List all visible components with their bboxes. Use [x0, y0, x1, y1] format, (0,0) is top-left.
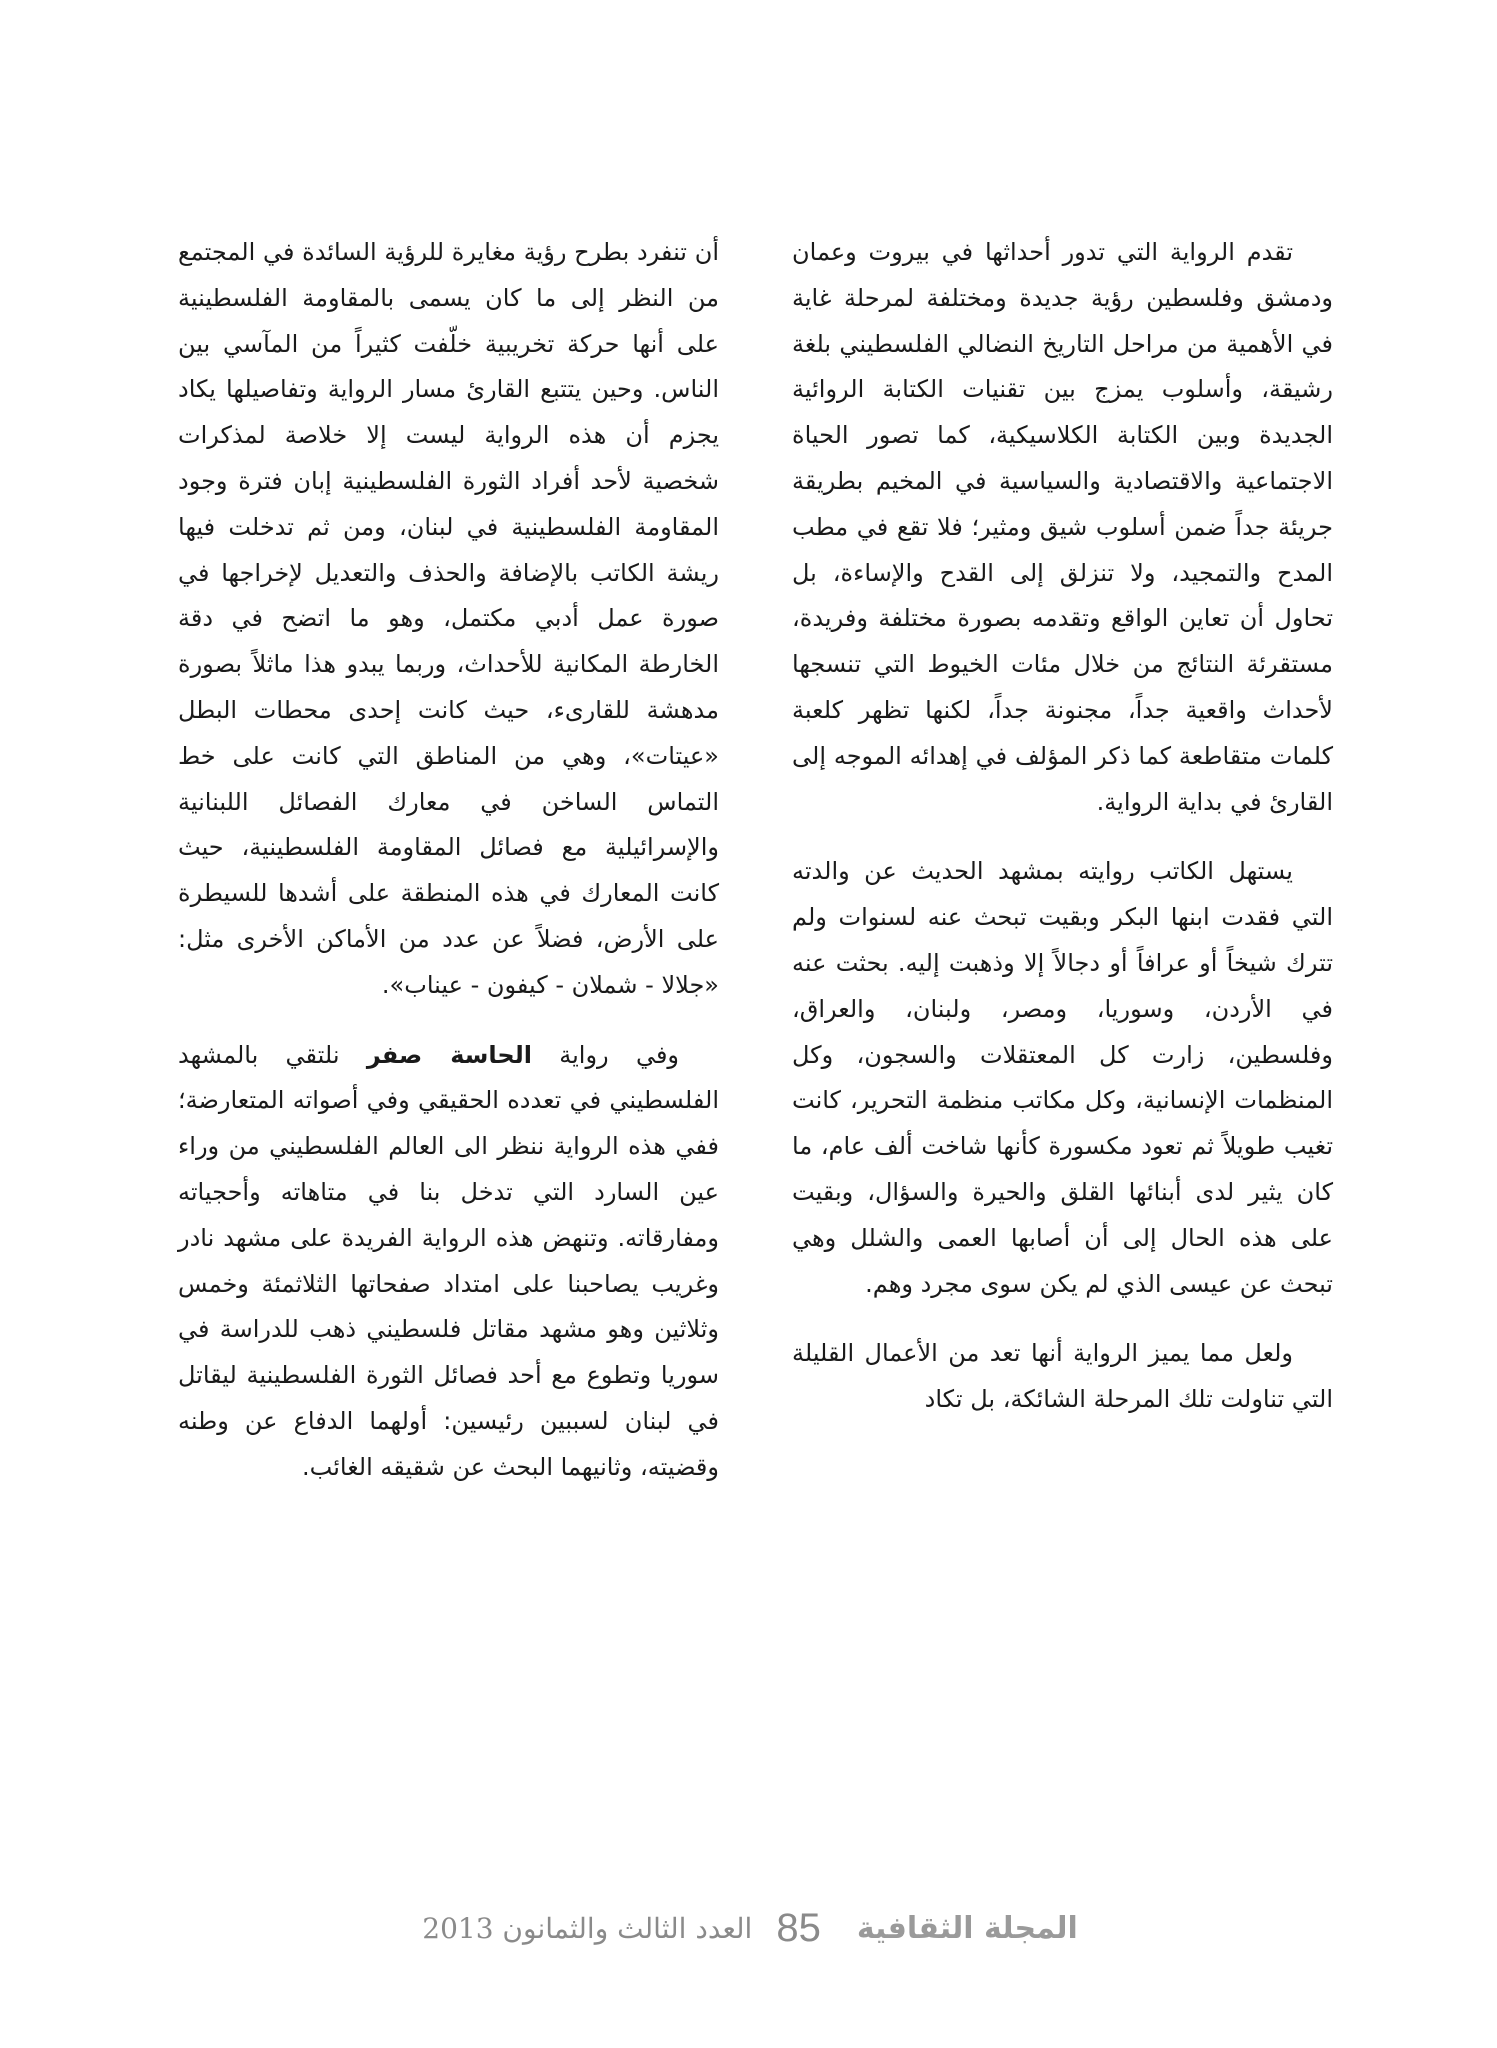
paragraph-prefix: وفي رواية [531, 1040, 680, 1069]
novel-title: الحاسة صفر [366, 1040, 532, 1069]
text-column-right [792, 230, 1333, 1447]
paragraph: أن تنفرد بطرح رؤية مغايرة للرؤية السائدة في المجتمع من النظر إلى ما كان يسمى بالمقاومة الفلسطينية على أنها حركة تخريبية خلّفت كثيراً من المآسي بين الناس. وحين يتتبع القارئ مسار الرواية وتفاصيلها يكاد يجزم أن هذه الرواية ليست إلا خلاصة لمذكرات شخصية لأحد أفراد الثورة الفلسطينية إبان فترة وجود المقاومة الفلسطينية في لبنان، ومن ثم تدخلت فيها ريشة الكاتب بالإضافة والحذف والتعديل لإخراجها في صورة عمل أدبي مكتمل، وهو ما اتضح في دقة الخارطة المكانية للأحداث، وربما يبدو هذا ماثلاً بصورة مدهشة للقارىء، حيث كانت إحدى محطات البطل «عيتات»، وهي من المناطق التي كانت على خط التماس الساخن في معارك الفصائل اللبنانية والإسرائيلية مع فصائل المقاومة الفلسطينية، حيث كانت المعارك في هذه المنطقة على أشدها للسيطرة على الأرض، فضلاً عن عدد من الأماكن الأخرى مثل: «جلالا - شملان - كيفون - عيناب». [178, 238, 719, 999]
magazine-name: المجلة الثقافية [856, 1910, 1078, 1946]
paragraph: يستهل الكاتب روايته بمشهد الحديث عن والدته التي فقدت ابنها البكر وبقيت تبحث عنه لسنوات ولم تترك شيخاً أو عرافاً أو دجالاً إلا وذهبت إليه. بحثت عنه في الأردن، وسوريا، ومصر، ولبنان، والعراق، وفلسطين، زارت كل المعتقلات والسجون، وكل المنظمات الإنسانية، وكل مكاتب منظمة التحرير، كانت تغيب طويلاً ثم تعود مكسورة كأنها شاخت ألف عام، ما كان يثير لدى أبنائها القلق والحيرة والسؤال، وبقيت على هذه الحال إلى أن أصابها العمى والشلل وهي تبحث عن عيسى الذي لم يكن سوى مجرد وهم. [792, 857, 1333, 1298]
paragraph: تقدم الرواية التي تدور أحداثها في بيروت وعمان ودمشق وفلسطين رؤية جديدة ومختلفة لمرحلة غاية في الأهمية من مراحل التاريخ النضالي الفلسطيني بلغة رشيقة، وأسلوب يمزج بين تقنيات الكتابة الروائية الجديدة وبين الكتابة الكلاسيكية، كما تصور الحياة الاجتماعية والاقتصادية والسياسية في المخيم بطريقة جريئة جداً ضمن أسلوب شيق ومثير؛ فلا تقع في مطب المدح والتمجيد، ولا تنزلق إلى القدح والإساءة، بل تحاول أن تعاين الواقع وتقدمه بصورة مختلفة وفريدة، مستقرئة النتائج من خلال مئات الخيوط التي تنسجها لأحداث واقعية جداً، مجنونة جداً، لكنها تظهر كلعبة كلمات متقاطعة كما ذكر المؤلف في إهدائه الموجه إلى القارئ في بداية الرواية. [792, 238, 1333, 816]
page-number: 85 [776, 1905, 821, 1950]
issue-label: العدد الثالث والثمانون 2013 [422, 1911, 753, 1945]
text-column-left [178, 230, 719, 1515]
paragraph-rest: نلتقي بالمشهد الفلسطيني في تعدده الحقيقي وفي أصواته المتعارضة؛ ففي هذه الرواية ننظر الى العالم الفلسطيني من وراء عين السارد التي تدخل بنا في متاهاته وأحجياته ومفارقاته. وتنهض هذه الرواية الفريدة على مشهد نادر وغريب يصاحبنا على امتداد صفحاتها الثلاثمئة وخمس وثلاثين وهو مشهد مقاتل فلسطيني ذهب للدراسة في سوريا وتطوع مع أحد فصائل الثورة الفلسطينية ليقاتل في لبنان لسببين رئيسين: أولهما الدفاع عن وطنه وقضيته، وثانيهما البحث عن شقيقه الغائب. [178, 1040, 719, 1481]
page-footer [422, 1898, 1078, 1958]
paragraph: ولعل مما يميز الرواية أنها تعد من الأعمال القليلة التي تناولت تلك المرحلة الشائكة، بل تكاد [792, 1339, 1333, 1414]
paragraph [178, 1033, 719, 1491]
